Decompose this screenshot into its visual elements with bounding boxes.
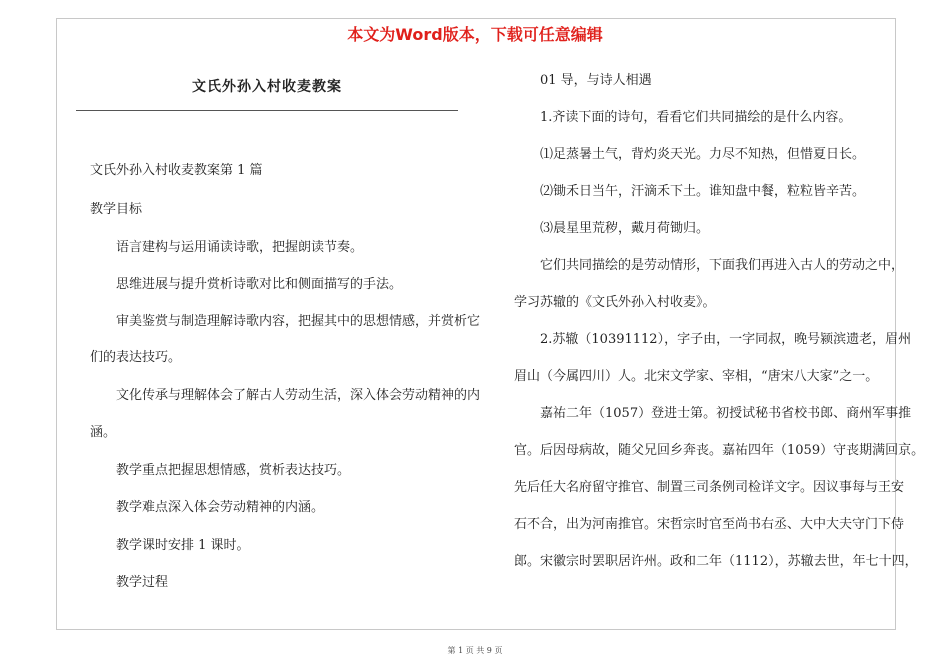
paragraph: 学习苏辙的《文氏外孙入村收麦》。 bbox=[514, 295, 716, 310]
title-divider bbox=[76, 110, 458, 111]
paragraph: 语言建构与运用诵读诗歌，把握朗读节奏。 bbox=[116, 240, 364, 255]
paragraph: 教学课时安排 1 课时。 bbox=[116, 538, 250, 553]
paragraph: 审美鉴赏与制造理解诗歌内容，把握其中的思想情感，并赏析它 bbox=[116, 314, 481, 329]
paragraph: 们的表达技巧。 bbox=[90, 350, 182, 365]
paragraph: 涵。 bbox=[90, 425, 117, 440]
paragraph: 先后任大名府留守推官、制置三司条例司检详文字。因议事每与王安 bbox=[514, 480, 905, 495]
poem-line: ⑵锄禾日当午，汗滴禾下土。谁知盘中餐，粒粒皆辛苦。 bbox=[540, 184, 866, 199]
paragraph: 嘉祐二年（1057）登进士第。初授试秘书省校书郎、商州军事推 bbox=[540, 406, 912, 421]
paragraph: 眉山（今属四川）人。北宋文学家、宰相，“唐宋八大家”之一。 bbox=[514, 369, 879, 384]
page-number-footer: 第 1 页 共 9 页 bbox=[447, 646, 503, 655]
paragraph: 教学重点把握思想情感，赏析表达技巧。 bbox=[116, 463, 351, 478]
paragraph: 2.苏辙（10391112），字子由，一字同叔，晚号颍滨遗老，眉州 bbox=[540, 332, 912, 347]
paragraph: 石不合，出为河南推官。宋哲宗时官至尚书右丞、大中大夫守门下侍 bbox=[514, 517, 905, 532]
section-heading: 文氏外孙入村收麦教案第 1 篇 bbox=[90, 163, 263, 178]
paragraph: 官。后因母病故，随父兄回乡奔丧。嘉祐四年（1059）守丧期满回京。 bbox=[514, 443, 925, 458]
paragraph: 它们共同描绘的是劳动情形，下面我们再进入古人的劳动之中， bbox=[540, 258, 905, 273]
poem-line: ⑴足蒸暑土气，背灼炎天光。力尽不知热，但惜夏日长。 bbox=[540, 147, 866, 162]
paragraph: 教学目标 bbox=[90, 202, 143, 217]
word-version-banner: 本文为Word版本，下载可任意编辑 bbox=[347, 25, 603, 44]
paragraph: 教学难点深入体会劳动精神的内涵。 bbox=[116, 500, 325, 515]
document-title: 文氏外孙入村收麦教案 bbox=[192, 79, 342, 95]
paragraph: 教学过程 bbox=[116, 575, 169, 590]
paragraph: 文化传承与理解体会了解古人劳动生活，深入体会劳动精神的内 bbox=[116, 388, 481, 403]
section-heading: 01 导，与诗人相遇 bbox=[540, 73, 652, 88]
paragraph: 1.齐读下面的诗句，看看它们共同描绘的是什么内容。 bbox=[540, 110, 852, 125]
paragraph: 郎。宋徽宗时罢职居许州。政和二年（1112），苏辙去世，年七十四， bbox=[514, 554, 918, 569]
poem-line: ⑶晨星里荒秽，戴月荷锄归。 bbox=[540, 221, 710, 236]
paragraph: 思维进展与提升赏析诗歌对比和侧面描写的手法。 bbox=[116, 277, 403, 292]
